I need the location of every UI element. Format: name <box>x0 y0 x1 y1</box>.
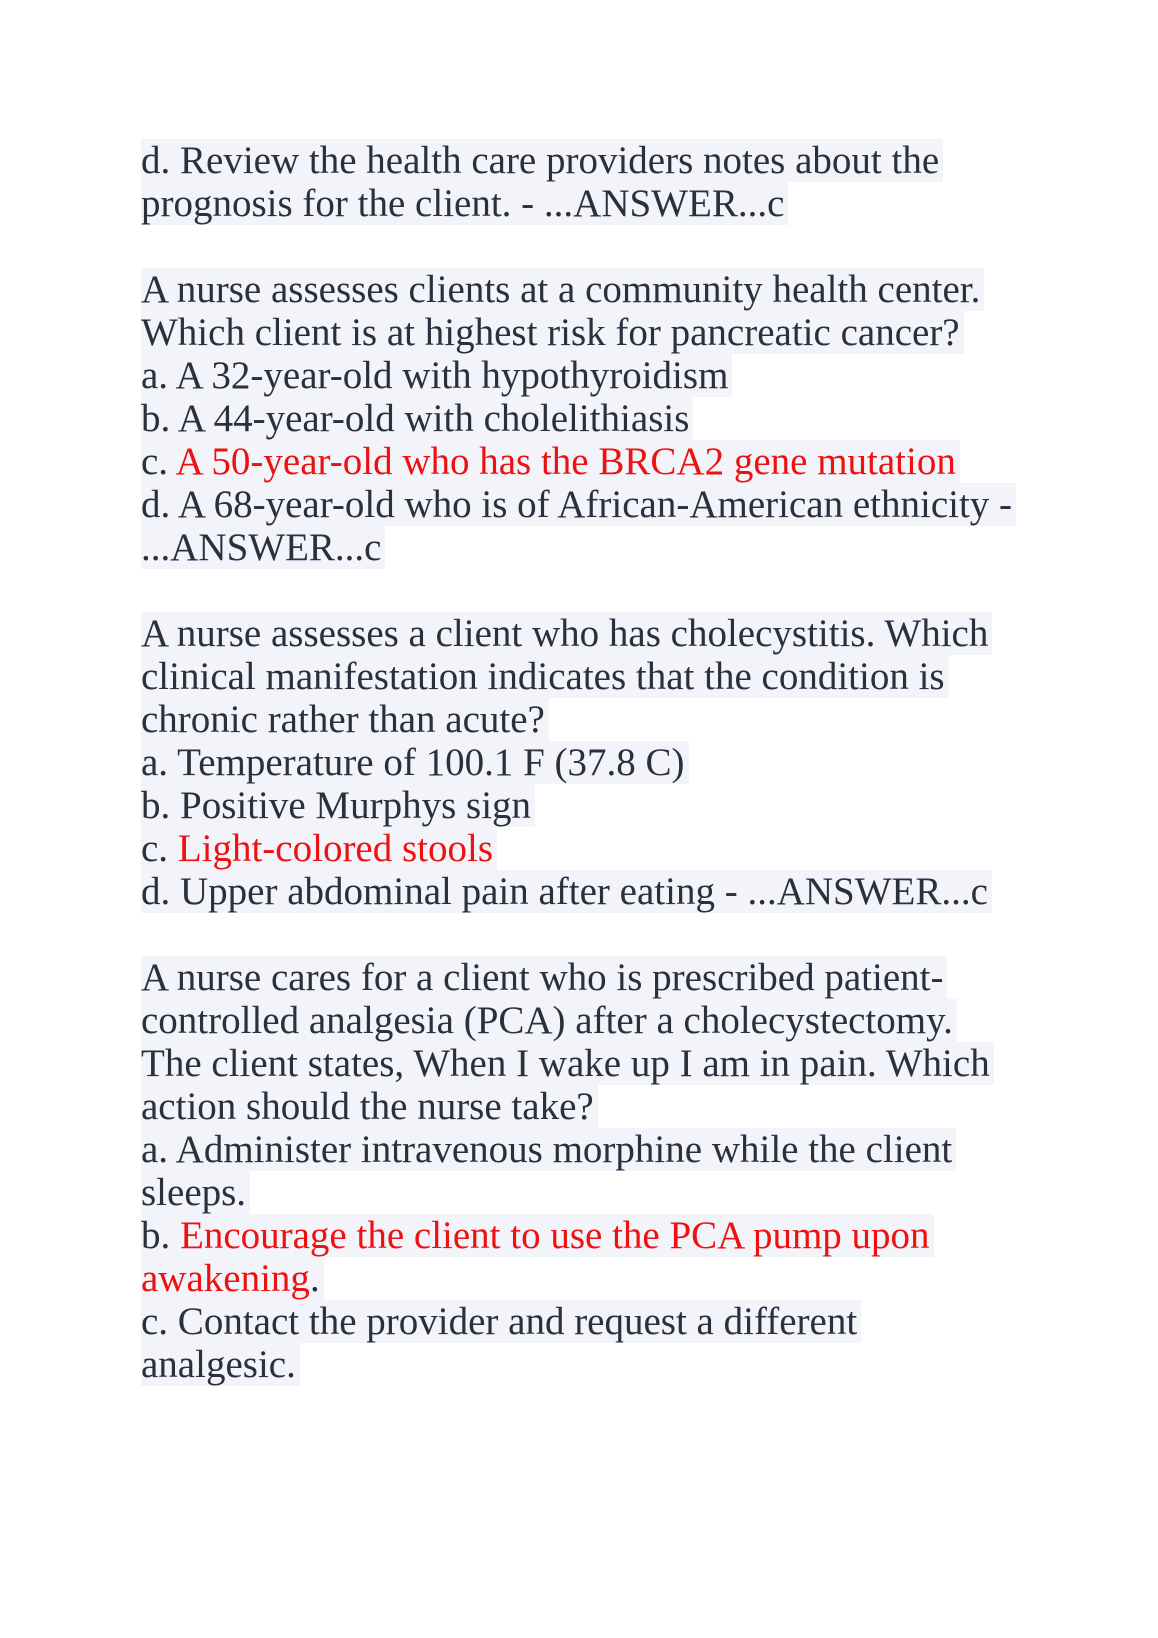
option-line <box>141 870 992 914</box>
text-line <box>141 698 549 742</box>
option-prefix: b. <box>141 1214 180 1257</box>
option-text: d. Upper abdominal pain after eating - ...ANSWER...c <box>141 870 992 913</box>
option-text: analgesic. <box>141 1343 300 1386</box>
question-text: clinical manifestation indicates that the condition is <box>141 655 949 698</box>
line-text: d. Review the health care providers notes about the <box>141 139 943 182</box>
option-text: a. Temperature of 100.1 F (37.8 C) <box>141 741 689 784</box>
text-line <box>141 182 788 226</box>
option-line <box>141 483 1016 527</box>
text-line <box>141 999 957 1043</box>
option-line <box>141 784 535 828</box>
question-text: controlled analgesia (PCA) after a cholecystectomy. <box>141 999 957 1042</box>
text-line <box>141 311 964 355</box>
option-text <box>141 1214 934 1257</box>
option-line <box>141 354 732 398</box>
option-text: c. Contact the provider and request a different <box>141 1300 861 1343</box>
option-line <box>141 1300 861 1344</box>
answer-line <box>141 526 385 570</box>
option-prefix: c. <box>141 827 178 870</box>
correct-answer-text: Light-colored stools <box>177 827 494 870</box>
option-text <box>141 440 960 483</box>
text-line <box>141 612 992 656</box>
question-text: A nurse cares for a client who is prescribed patient- <box>141 956 947 999</box>
option-text: a. Administer intravenous morphine while the client <box>141 1128 956 1171</box>
option-line <box>141 397 693 441</box>
option-line <box>141 1171 250 1215</box>
question-text: action should the nurse take? <box>141 1085 598 1128</box>
option-text: a. A 32-year-old with hypothyroidism <box>141 354 732 397</box>
option-line <box>141 741 689 785</box>
option-line-correct <box>141 1257 324 1301</box>
line-text: prognosis for the client. - ...ANSWER...c <box>141 182 788 225</box>
correct-answer-text: Encourage the client to use the PCA pump upon <box>180 1214 930 1257</box>
question-text: Which client is at highest risk for pancreatic cancer? <box>141 311 964 354</box>
text-line <box>141 139 943 183</box>
option-line-correct <box>141 440 960 484</box>
text-line <box>141 268 984 312</box>
text-line <box>141 956 947 1000</box>
option-text <box>141 1257 324 1300</box>
option-text: b. A 44-year-old with cholelithiasis <box>141 397 693 440</box>
question-text: chronic rather than acute? <box>141 698 549 741</box>
correct-answer-text: A 50-year-old who has the BRCA2 gene mutation <box>175 440 956 483</box>
correct-answer-text: awakening <box>141 1257 310 1300</box>
answer-text: ...ANSWER...c <box>141 526 385 569</box>
text-line <box>141 1042 994 1086</box>
question-text: A nurse assesses a client who has cholecystitis. Which <box>141 612 992 655</box>
option-suffix: . <box>309 1257 320 1300</box>
option-text: b. Positive Murphys sign <box>141 784 535 827</box>
text-line <box>141 1085 598 1129</box>
option-text: sleeps. <box>141 1171 250 1214</box>
option-text: d. A 68-year-old who is of African-American ethnicity - <box>141 483 1016 526</box>
option-line-correct <box>141 1214 934 1258</box>
question-text: A nurse assesses clients at a community health center. <box>141 268 984 311</box>
option-line-correct <box>141 827 497 871</box>
question-text: The client states, When I wake up I am in pain. Which <box>141 1042 994 1085</box>
option-prefix: c. <box>141 440 176 483</box>
option-text <box>141 827 497 870</box>
text-line <box>141 655 949 699</box>
option-line <box>141 1128 956 1172</box>
option-line <box>141 1343 300 1387</box>
